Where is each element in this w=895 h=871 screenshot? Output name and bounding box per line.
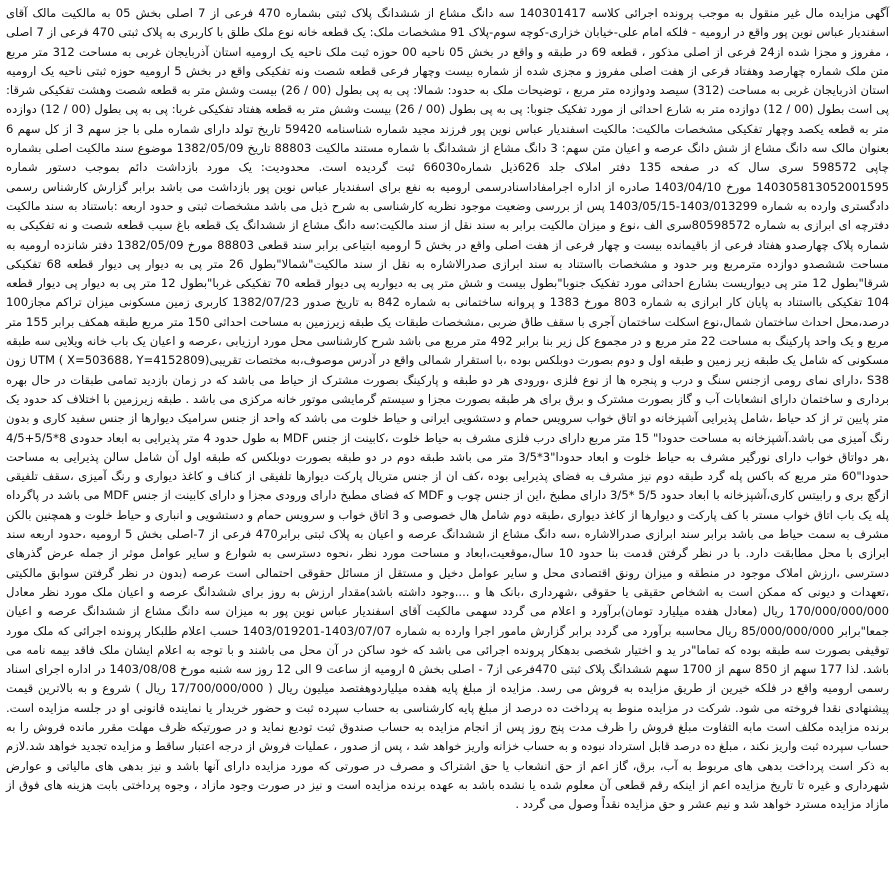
auction-notice-text: آگهی مزایده مال غیر منقول به موجب پرونده اجرائی کلاسه 140301417 سه دانگ مشاع از ششدانگ پلاک ثبتی بشماره 470 فرعی از 7 اصلی بخش 05 به مالکیت مالک آقای اسفندیار عباس نوین پور واقع در ارومیه - فلکه امام علی-خیابان خزاری-کوچه سوم-پلاک 91 مشخصات ملک: یک قطعه خانه نوع ملک طلق با کاربری به پلاک ثبتی 470 فرعی از 7 اصلی ، مفروز و مجزا شده از24 فرعی از اصلی مذکور ، قطعه 69 در طبقه و واقع در بخش 05 ناحیه 00 حوزه ثبت ملک ناحیه یک ارومیه استان آذربایجان غربی به مساحت 312 متر مربع متن ملک شماره چهارصد وهفتاد فرعی از هفت اصلی مفروز و مجزی شده از شماره بیست وچهار فرعی قطعه شصت ونه تفکیکی واقع در بخش 5 ارومیه حوزه ثبتی ناحیه یک ارومیه استان اذربایجان غربی به مساحت (312) سیصد ودوازده متر مربع ، توضیحات ملک به حدود: شمالا: پی به پی بطول (00 / 26) بیست وشش متر به قطعه شصت وهشت تفکیکی شرقا: پی است بطول (00 / 12) دوازده متر به شارع احداثی از مورد تفکیک جنوبا: پی به پی بطول (00 / 26) بیست وشش متر به قطعه هفتاد تفکیکی غربا: پی به پی بطول (00 / 12) دوازده متر به قطعه یکصد وچهار تفکیکی مشخصات مالکیت: مالکیت اسفندیار عباس نوین پور فرزند مجید شماره شناسنامه 59420 تاریخ تولد دارای شماره ملی با جز سهم 3 از کل سهم 6 بعنوان مالک سه دانگ مشاع از شش دانگ عرصه و اعیان متن سهم: 3 دانگ مشاع از ششدانگ با شماره مستند مالکیت 88803 تاریخ 1382/05/09 موضوع سند مالکیت اصلی بشماره چاپی 598572 سری سال که در صفحه 135 دفتر املاک جلد 626ذیل شماره66030 ثبت گردیده است. محدودیت: یک مورد بازداشت دائم بموجب دستور شماره 140305813052001595 مورخ 1403/04/10 صادره از اداره اجرامفاداسنادرسمی ارومیه به نفع برای اسفندیار عباس نوین پور بازداشت می باشد برابر گزارش کارشناس رسمی دادگستری وارده به شماره 1403/013299-1403/05/15 پس از بررسی وضعیت موجود نظریه کارشناسی به شرح ذیل می باشد مشخصات ثبتی و حدود اربعه :باستناد به سند مالکیت دفترچه ای ابرازی به شماره 80598572سری الف ،نوع و میزان مالکیت برابر به سند نقل از سند مالکیت:سه دانگ مشاع از ششدانگ یک قطعه باغ سیب قطعه شصت و نه تفکیکی به شماره پلاک چهارصدو هفتاد فرعی از باقیمانده بیست و چهار فرعی از هفت اصلی واقع در بخش 5 ارومیه ابتیاعی برابر سند قطعی 88803 مورخ 1382/05/09 دفتر شانزده ارومیه به مساحت ششصدو دوازده مترمربع وبر حدود و مشخصات بااستناد به سند ابرازی صدرالاشاره به نقل از سند مالکیت"شمالا"بطول 26 متر پی به دیوار پی دیوار قطعه 68 تفکیکی شرقا"بطول 12 متر پی دیواریست بشارع احداثی مورد تفکیک جنوبا"بطول بیست و شش متر پی به دیواربه پی دیوار قطعه 70 تفکیکی غربا"بطول 12 متر پی به دیوار پی دیوار قطعه 104 تفکیکی بااستناد به پایان کار ابرازی به شماره 803 مورخ 1383 و پروانه ساختمانی به شماره 842 به تاریخ صدور 1382/07/23 کاربری زمین مسکونی میزان تراکم مجاز100 درصد،محل احداث ساختمان شمال،نوع اسکلت ساختمان آجری با سقف طاق ضربی ،مشخصات طبقات یک طبقه زیرزمین به مساحت احداثی 150 متر مربع طبقه همکف برابر 155 متر مربع و یک واحد پارکینگ به مساحت 22 متر مربع و در مجموع کل زیر بنا برابر 492 متر مربع می باشد شرح کارشناسی محل مورد ارزیابی ،عرصه و اعیان یک باب خانه ویلایی سه طبقه مسکونی که شامل یک طبقه زیر زمین و طبقه اول و دوم بصورت دوبلکس بوده ،با استقرار شمالی واقع در آدرس موصوف،به مختصات تقریبی(UTM ( X=503688، Y=4152809 زون S38 ،دارای نمای رومی ازجنس سنگ و درب و پنجره ها از نوع فلزی ،ورودی هر دو طبقه و پارکینگ بصورت مشترک از حیاط می باشد که در زمان بازدید تمامی طبقات در حال بهره برداری و ساختمان دارای انشعابات آب و گاز بصورت مشترک و برق برای هر طبقه بصورت مجزا و سیستم گرمایشی موتور خانه مرکزی می باشد . طبقه زیرزمین با اختلاف کد حدود یک متر پایین تر از کد حیاط ،شامل پذیرایی آشپزخانه دو اتاق خواب سرویس حمام و دستشویی ایرانی و حیاط خلوت می باشد که واحد از جنس سرامیک دیوارها از جنس سفید کاری و بدون رنگ آمیزی می باشد.آشپزخانه به مساحت حدودا" 15 متر مربع دارای درب فلزی مشرف به حیاط خلوت ،کابینت از جنس MDF به طول حدود 4 متر پذیرایی به ابعاد حدودی 8*5/5+4/5 ،هر دواتاق خواب دارای نورگیر مشرف به حیاط خلوت و ابعاد حدودا"3*3/5 متر می باشد طبقه دوم در دو طبقه بصورت دوبلکس که طبقه اول آن شامل سالن پذیرایی به مساحت حدودا"60 متر مربع که باکس پله گرد طبقه دوم نیز مشرف به فضای پذیرایی بوده ،کف ان از جنس متریال پارکت دیوارها تلفیقی از کناف و کاغذ دیواری و رنگ آمیزی ،سقف تلفیقی ازگچ بری و رابیتس کاری،آشپزخانه با ابعاد حدود 5/5 *3/5 دارای مطبخ ،این از جنس چوب و MDF که فضای مطبخ دارای ورودی مجزا و دارای کابینت از جنس MDF می باشد در پاگرداه پله یک باب اتاق خواب مستر با کف پارکت و دیوارها از کاغذ دیواری ،طبقه دوم شامل هال خصوصی و 3 اتاق خواب و سرویس حمام و دستشویی و انباری و حیاط خلوت و همچنین بالکن مشرف به سمت حیاط می باشد برابر سند ابرازی صدرالاشاره ،سه دانگ مشاع از ششدانگ عرصه و اعیان به پلاک ثبتی برابر470 فرعی از 7-اصلی بخش 5 ارومیه ،حدود اربعه سند ابرازی با محل مطابقت دارد. با در نظر گرفتن قدمت بنا حدود 10 سال،موقعیت،ابعاد و مساحت مورد نظر ،نحوه دسترسی به شوارع و سایر عوامل موثر از جمله عرض گذرهای دسترسی ،ارزش املاک موجود در منطقه و میزان رونق اقتصادی محل و سایر عوامل دخیل و مستقل از مسائل حقوقی احتمالی است عرصه (بدون در نظر گرفتن سوابق مالکیتی ،تعهدات و دیونی که ممکن است به اشخاص حقیقی یا حقوقی ،شهرداری ،بانک ها و ....وجود داشته باشد)مقدار ارزش به روز برای ششدانگ عرصه و اعیان ملک مورد نظر معادل 170/000/000/000 ریال (معادل هفده میلیارد تومان)برآورد و اعلام می گردد سهمی مالکیت آقای اسفندیار عباس نوین پور به میزان سه دانگ مشاع از ششدانگ عرصه و اعیان جمعا"برابر 85/000/000/000 ریال محاسبه برآورد می گردد برابر گزارش مامور اجرا وارده به شماره 1403/07/07-1403/019201 حسب اعلام طلبکار پرونده اجرائی که ملک مورد توقیفی بصورت سه طبقه بوده که تماما"در ید و اختیار شخصی بدهکار پرونده اجرائی می باشد که خود ساکن در آن محل می باشند و با توجه به اعلام ایشان ملک فاقد بیمه نامه می باشد. لذا 177 سهم از 850 سهم از 1700 سهم ششدانگ پلاک ثبتی 470فرعی از7 - اصلی بخش ۵ ارومیه از ساعت 9 الی 12 روز سه شنبه مورخ 1403/08/08 در اداره اجرای اسناد رسمی ارومیه واقع در فلکه خیرین از طریق مزایده به فروش می رسد. مزایده از مبلغ پایه هفده میلیاردوهفتصد میلیون ریال ( 17/700/000/000 ریال ) شروع و به بالاترین قیمت پیشنهادی نقدا فروخته می شود. شرکت در مزایده منوط به پرداخت ده درصد از مبلغ پایه کارشناسی به حساب سپرده ثبت و حضور خریدار یا نماینده قانونی او در جلسه مزایده است. برنده مزایده مکلف است مابه التفاوت مبلغ فروش را ظرف مدت پنج روز پس از انجام مزایده به حساب صندوق ثبت تودیع نماید و در صورتیکه ظرف مهلت مقرر مانده فروش را به حساب سپرده ثبت واریز نکند ، مبلغ ده درصد قابل استرداد نبوده و به حساب خزانه واریز خواهد شد ، پس از صدور ، عملیات فروش از درجه اعتبار ساقط و مزایده تجدید خواهد شد.لازم به ذکر است پرداخت بدهی های مربوط به آب، برق، گاز اعم از حق انشعاب یا حق اشتراک و مصرف در صورتی که مورد مزایده دارای آنها باشد و نیز بدهی های مالیاتی و عوارض شهرداری و غیره تا تاریخ مزایده اعم از اینکه رقم قطعی آن معلوم شده یا نشده باشد به عهده برنده مزایده است و نیز در صورت وجود مازاد ، وجوه پرداختی بابت هزینه های فوق از مازاد مزایده مسترد خواهد شد و نیم عشر و حق مزایده نقداً وصول می گردد . [6, 6, 890, 812]
